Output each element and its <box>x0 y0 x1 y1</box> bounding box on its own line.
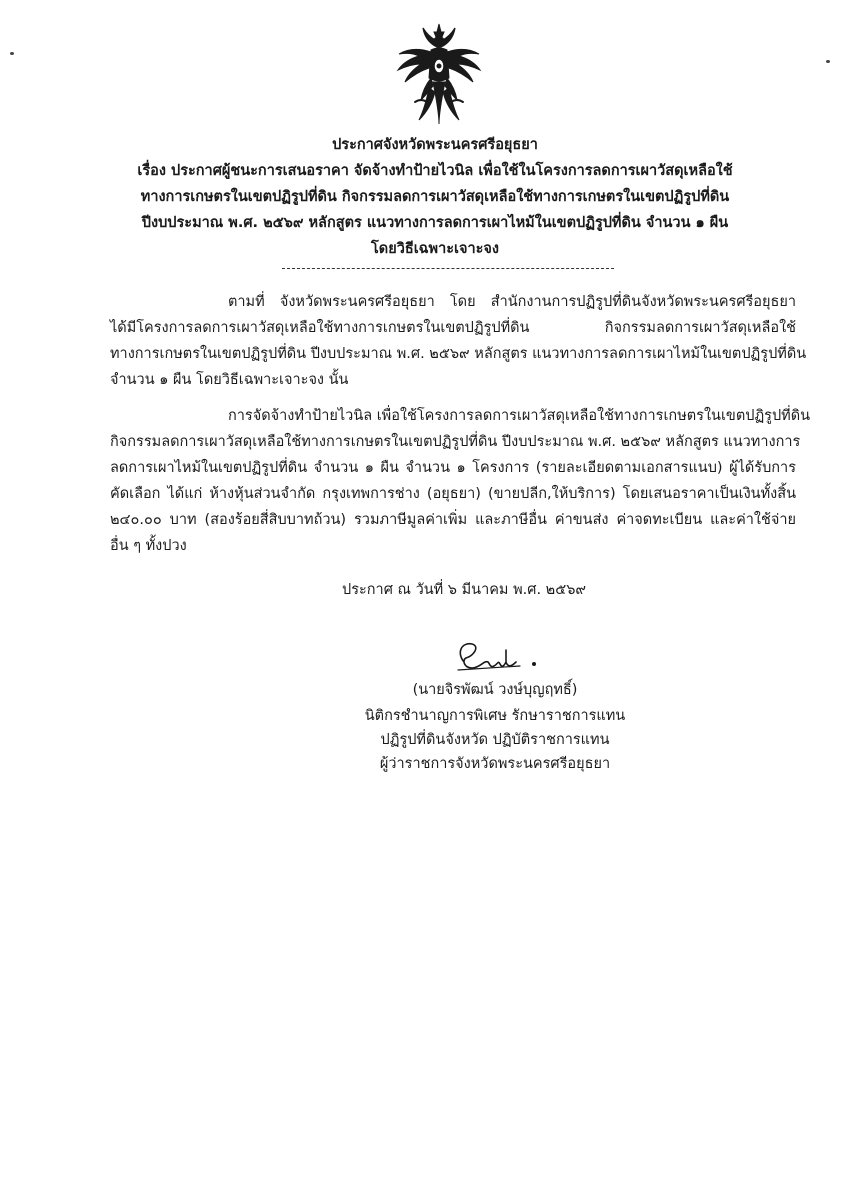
scan-speck <box>10 52 14 55</box>
paragraph-line: อื่น ๆ ทั้งปวง <box>110 538 187 554</box>
paragraph-line: จำนวน ๑ ผืน โดยวิธีเฉพาะเจาะจง นั้น <box>110 372 349 388</box>
announcement-date: ประกาศ ณ วันที่ ๖ มีนาคม พ.ศ. ๒๕๖๙ <box>342 582 587 598</box>
announcement-title: ประกาศจังหวัดพระนครศรีอยุธยา <box>332 137 538 153</box>
subject-line: ทางการเกษตรในเขตปฏิรูปที่ดิน กิจกรรมลดการเผาวัสดุเหลือใช้ทางการเกษตรในเขตปฏิรูปที่ดิน <box>140 189 730 205</box>
paragraph-line: ทางการเกษตรในเขตปฏิรูปที่ดิน ปีงบประมาณ พ.ศ. ๒๕๖๙ หลักสูตร แนวทางการลดการเผาไหม้ในเขตปฏิรูปที่ดิน <box>110 346 807 362</box>
subject-line: โดยวิธีเฉพาะเจาะจง <box>371 241 499 257</box>
paragraph-line: การจัดจ้างทำป้ายไวนิล เพื่อใช้โครงการลดการเผาวัสดุเหลือใช้ทางการเกษตรในเขตปฏิรูปที่ดิน <box>228 408 811 424</box>
signatory-position: นิติกรชำนาญการพิเศษ รักษาราชการแทน <box>364 708 626 724</box>
subject-line: ปีงบประมาณ พ.ศ. ๒๕๖๙ หลักสูตร แนวทางการลดการเผาไหม้ในเขตปฏิรูปที่ดิน จำนวน ๑ ผืน <box>141 215 729 231</box>
section-divider <box>282 268 614 269</box>
paragraph-line: คัดเลือก ได้แก่ ห้างหุ้นส่วนจำกัด กรุงเทพการช่าง (อยุธยา) (ขายปลีก,ให้บริการ) โดยเสนอราคาเป็นเงินทั้งสิ้น <box>110 486 796 502</box>
scan-speck <box>826 60 830 63</box>
paragraph-line: ๒๔๐.๐๐ บาท (สองร้อยสี่สิบบาทถ้วน) รวมภาษีมูลค่าเพิ่ม และภาษีอื่น ค่าขนส่ง ค่าจดทะเบียน และค่าใช้จ่าย <box>110 512 796 528</box>
paragraph-line: กิจกรรมลดการเผาวัสดุเหลือใช้ทางการเกษตรในเขตปฏิรูปที่ดิน ปีงบประมาณ พ.ศ. ๒๕๖๙ หลักสูตร แนวทางการ <box>110 434 801 450</box>
paragraph-line: ตามที่ จังหวัดพระนครศรีอยุธยา โดย สำนักงานการปฏิรูปที่ดินจังหวัดพระนครศรีอยุธยา <box>228 294 796 310</box>
signatory-position: ปฏิรูปที่ดินจังหวัด ปฏิบัติราชการแทน <box>380 732 610 748</box>
signatory-name: (นายจิรพัฒน์ วงษ์บุญฤทธิ์) <box>412 682 578 698</box>
subject-line: เรื่อง ประกาศผู้ชนะการเสนอราคา จัดจ้างทำป้ายไวนิล เพื่อใช้ในโครงการลดการเผาวัสดุเหลือใช้ <box>137 163 733 179</box>
garuda-emblem-icon <box>395 22 483 126</box>
paragraph-line: ลดการเผาไหม้ในเขตปฏิรูปที่ดิน จำนวน ๑ ผืน จำนวน ๑ โครงการ (รายละเอียดตามเอกสารแนบ) ผู้ได้รับการ <box>110 460 796 476</box>
signature <box>450 638 550 678</box>
signatory-position: ผู้ว่าราชการจังหวัดพระนครศรีอยุธยา <box>379 756 611 772</box>
paragraph-line: ได้มีโครงการลดการเผาวัสดุเหลือใช้ทางการเกษตรในเขตปฏิรูปที่ดิน กิจกรรมลดการเผาวัสดุเหลือใช้ <box>110 320 796 336</box>
